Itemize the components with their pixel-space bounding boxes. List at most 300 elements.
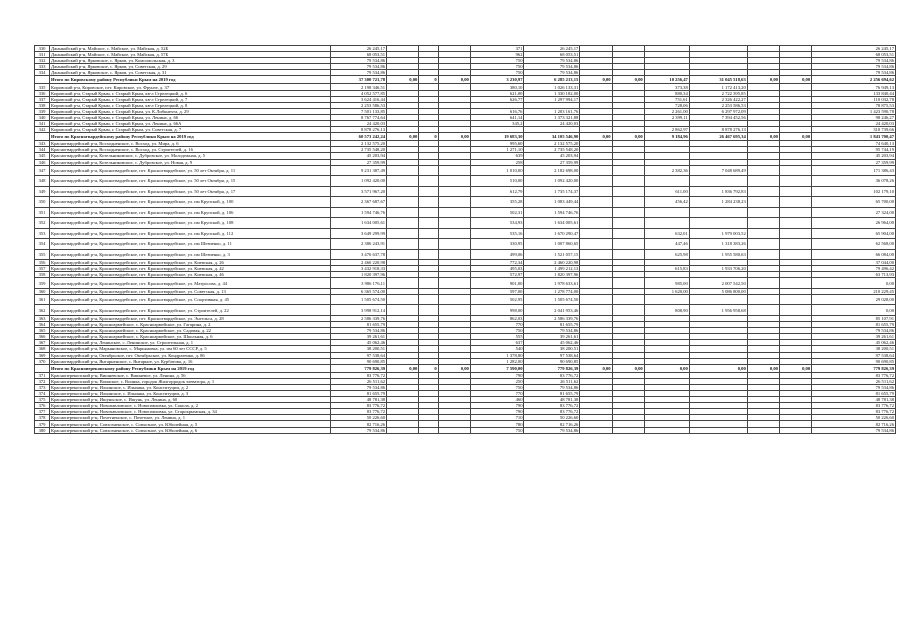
value-cell: 770 <box>470 391 524 397</box>
value-cell: 6 285 213,15 <box>524 76 580 84</box>
value-cell: 2 007 542,50 <box>689 278 747 289</box>
address-cell: Красноперекопский р-н, Ильинское, с. Ильинка, ул. Конституции, д. 2 <box>50 384 331 390</box>
value-cell: 83 776,72 <box>524 372 580 378</box>
value-cell: 9 184,96 <box>644 133 689 141</box>
value-cell: 39 261,61 <box>524 334 580 340</box>
value-cell <box>689 207 747 218</box>
value-cell: 790 <box>470 372 524 378</box>
value-cell: 639 <box>470 153 524 159</box>
value-cell: 38 200,51 <box>331 346 387 352</box>
value-cell: 612,79 <box>470 186 524 197</box>
row-number-cell: 378 <box>35 415 50 421</box>
value-cell: 1 092 420,00 <box>331 176 387 187</box>
value-cell <box>580 427 612 433</box>
value-cell: 2 399,11 <box>644 114 689 120</box>
value-cell: 81 655,79 <box>524 322 580 328</box>
value-cell: 95 744,19 <box>812 147 896 153</box>
program-table <box>34 45 896 434</box>
value-cell <box>438 197 470 208</box>
value-cell: 81 655,79 <box>812 391 896 397</box>
address-cell: Красногвардейский р-н, Красноармейское, с. Красноармейское, ул. Гагарина, д. 2 <box>50 322 331 328</box>
row-number-cell: 369 <box>35 352 50 358</box>
value-cell <box>580 218 612 229</box>
row-number-cell <box>35 76 50 84</box>
row-number-cell: 342 <box>35 127 50 133</box>
address-cell: Красногвардейский р-н, Октябрьское, пгт. Октябрьское, ул. Кондратенко, д. 86 <box>50 352 331 358</box>
value-cell <box>387 228 419 239</box>
value-cell <box>689 427 747 433</box>
value-cell: 572,97 <box>470 272 524 278</box>
value-cell <box>779 278 811 289</box>
value-cell: 171 386,43 <box>812 165 896 176</box>
row-number-cell: 341 <box>35 121 50 127</box>
value-cell <box>747 176 779 187</box>
value-cell <box>612 197 644 208</box>
value-cell: 133 840,44 <box>812 90 896 96</box>
value-cell: 3 571 967,20 <box>331 186 387 197</box>
value-cell <box>438 427 470 433</box>
value-cell: 62 568,00 <box>812 239 896 250</box>
value-cell: 0,00 <box>612 364 644 372</box>
value-cell <box>419 176 438 187</box>
value-cell: 1 330 182,00 <box>524 90 580 96</box>
value-cell: 2 386 243,91 <box>331 239 387 250</box>
value-cell: 371 <box>470 46 524 52</box>
value-cell: 26 245,17 <box>524 46 580 52</box>
value-cell: 48 781,38 <box>812 397 896 403</box>
value-cell: 3 230,97 <box>470 76 524 84</box>
value-cell: 60 573 242,24 <box>331 133 387 141</box>
address-cell: Кировский р-н, Старый Крым, г. Старый Крым, ул. К.Либкнехта, д. 29 <box>50 108 331 114</box>
value-cell <box>387 207 419 218</box>
value-cell: 27 359,99 <box>331 159 387 165</box>
value-cell <box>779 186 811 197</box>
table-row <box>35 218 896 229</box>
row-number-cell: 373 <box>35 384 50 390</box>
value-cell: 2 198 346,51 <box>331 84 387 90</box>
value-cell <box>747 249 779 260</box>
value-cell: 5 086 800,00 <box>689 288 747 294</box>
address-cell: Красногвардейский р-н, Котельниковское, с. Дубровское, ул. Новая, д. 9 <box>50 159 331 165</box>
address-cell: Красногвардейский р-н, Красноармейское, с. Красноармейское, ул. Школьная, д. 6 <box>50 334 331 340</box>
value-cell: 79 534,86 <box>812 70 896 76</box>
value-cell: 24 420,03 <box>812 121 896 127</box>
value-cell: 779 826,39 <box>331 364 387 372</box>
value-cell: 790 <box>470 409 524 415</box>
address-cell: Красногвардейский р-н, Красногвардейское, пгт. Красногвардейское, ул. им Шевченко, д. 11 <box>50 239 331 250</box>
value-cell <box>419 197 438 208</box>
value-cell: 90 690,85 <box>331 358 387 364</box>
value-cell: 26 511,62 <box>812 378 896 384</box>
address-cell: Красногвардейский р-н, Красногвардейское, пгт. Красногвардейское, ул. 50 лет Октября, д. 11 <box>50 165 331 176</box>
value-cell: 45 062,46 <box>331 340 387 346</box>
value-cell <box>419 165 438 176</box>
value-cell <box>612 427 644 433</box>
value-cell <box>387 165 419 176</box>
value-cell: 1 172 413,20 <box>689 84 747 90</box>
row-number-cell: 339 <box>35 108 50 114</box>
value-cell: 534,93 <box>470 218 524 229</box>
row-number-cell: 359 <box>35 278 50 289</box>
row-number-cell: 365 <box>35 328 50 334</box>
value-cell: 6 365 574,00 <box>331 288 387 294</box>
value-cell: 65 904,00 <box>812 228 896 239</box>
value-cell: 2 367 687,67 <box>331 197 387 208</box>
value-cell: 0,00 <box>779 364 811 372</box>
value-cell: 110 032,78 <box>812 96 896 102</box>
row-number-cell: 345 <box>35 153 50 159</box>
table-row <box>35 197 896 208</box>
value-cell <box>438 228 470 239</box>
value-cell: 1 735 174,37 <box>524 186 580 197</box>
value-cell: 0,00 <box>689 364 747 372</box>
table-row <box>35 228 896 239</box>
value-cell: 79 496,42 <box>812 266 896 272</box>
value-cell: 76 949,13 <box>812 84 896 90</box>
value-cell: 625,98 <box>644 249 689 260</box>
value-cell: 2 261,00 <box>644 108 689 114</box>
value-cell: 250 <box>470 378 524 384</box>
value-cell: 632,01 <box>644 228 689 239</box>
value-cell: 3 998 912,14 <box>331 305 387 316</box>
value-cell: 83 776,72 <box>812 372 896 378</box>
value-cell: 880,34 <box>644 90 689 96</box>
value-cell <box>612 207 644 218</box>
value-cell: 8 878 276,13 <box>689 127 747 133</box>
value-cell: 641,14 <box>470 114 524 120</box>
address-cell: Джанкойский р-н, Ярковское, с. Ярков, ул. Комсомольская, д. 3 <box>50 58 331 64</box>
value-cell: 750 <box>470 70 524 76</box>
value-cell: 79 534,86 <box>524 58 580 64</box>
value-cell <box>612 294 644 305</box>
value-cell: 0,00 <box>747 364 779 372</box>
value-cell: 3 624 416,44 <box>331 96 387 102</box>
value-cell: 34 105 546,90 <box>524 133 580 141</box>
value-cell: 83 776,72 <box>812 403 896 409</box>
value-cell <box>419 305 438 316</box>
value-cell: 45 062,46 <box>524 340 580 346</box>
value-cell <box>747 197 779 208</box>
value-cell: 79 534,86 <box>331 58 387 64</box>
row-number-cell: 344 <box>35 147 50 153</box>
value-cell <box>612 186 644 197</box>
value-cell <box>779 176 811 187</box>
subtotal-row <box>35 76 896 84</box>
value-cell <box>419 228 438 239</box>
value-cell: 770 <box>470 322 524 328</box>
value-cell: 85 107,91 <box>812 315 896 321</box>
value-cell <box>438 249 470 260</box>
value-cell: 790 <box>470 403 524 409</box>
row-number-cell: 349 <box>35 186 50 197</box>
value-cell <box>747 427 779 433</box>
subtotal-row <box>35 133 896 141</box>
value-cell: 0 <box>419 133 438 141</box>
row-number-cell: 357 <box>35 266 50 272</box>
table-row <box>35 294 896 305</box>
value-cell: 2 253 586,53 <box>689 102 747 108</box>
value-cell: 2 862,97 <box>644 127 689 133</box>
value-cell: 26 964,00 <box>812 218 896 229</box>
value-cell <box>747 294 779 305</box>
value-cell: 3 649 299,99 <box>331 228 387 239</box>
value-cell: 45 062,46 <box>812 340 896 346</box>
value-cell: 616,76 <box>470 108 524 114</box>
address-cell: Красногвардейский р-н, Янтарненское, с. Янтарное, ул. Курбатова, д. 16 <box>50 358 331 364</box>
value-cell: 0,00 <box>812 278 896 289</box>
row-number-cell: 360 <box>35 288 50 294</box>
value-cell: 8 767 774,64 <box>331 114 387 120</box>
row-number-cell: 352 <box>35 218 50 229</box>
address-cell: Красногвардейский р-н, Красноармейское, с. Красноармейское, ул. Садовая, д. 22 <box>50 328 331 334</box>
value-cell: 37 044,00 <box>812 260 896 266</box>
value-cell: 862,03 <box>470 315 524 321</box>
address-cell: Красноперекопский р-н, Новопавловское, с. Новопавловка, ул. Старокрымская, д. 34 <box>50 409 331 415</box>
row-number-cell: 336 <box>35 90 50 96</box>
address-cell: Джанкойский р-н, Ярковское, с. Ярков, ул. Советская, д. 31 <box>50 70 331 76</box>
value-cell: 210 229,45 <box>812 288 896 294</box>
row-number-cell: 358 <box>35 272 50 278</box>
value-cell <box>387 186 419 197</box>
value-cell: 2 132 575,20 <box>331 141 387 147</box>
value-cell: 1 373 321,88 <box>524 114 580 120</box>
table-row <box>35 305 896 316</box>
value-cell: 2 586 339,76 <box>524 315 580 321</box>
value-cell: 50 226,60 <box>524 415 580 421</box>
table-row <box>35 207 896 218</box>
row-number-cell: 374 <box>35 391 50 397</box>
value-cell: 39 261,61 <box>331 334 387 340</box>
value-cell <box>580 305 612 316</box>
address-cell: Джанкойский р-н, Ярковское, с. Ярков, ул. Советская, д. 29 <box>50 64 331 70</box>
value-cell: 81 655,79 <box>524 391 580 397</box>
value-cell: 750 <box>470 427 524 433</box>
value-cell <box>419 427 438 433</box>
value-cell <box>747 218 779 229</box>
value-cell <box>779 165 811 176</box>
value-cell: 81 655,79 <box>812 322 896 328</box>
row-number-cell: 347 <box>35 165 50 176</box>
value-cell <box>419 218 438 229</box>
value-cell: 1 505 674,50 <box>331 294 387 305</box>
value-cell: 63 713,93 <box>812 272 896 278</box>
value-cell <box>387 278 419 289</box>
value-cell: 4 052 577,85 <box>331 90 387 96</box>
value-cell: 345,2 <box>470 121 524 127</box>
address-cell: Красногвардейский р-н, Красногвардейское, пгт. Красногвардейское, ул. им Крупской, д. 106 <box>50 207 331 218</box>
value-cell: 0,00 <box>612 133 644 141</box>
address-cell: Красноперекопский р-н, Ильинское, с. Ильинка, ул. Конституции, д. 3 <box>50 391 331 397</box>
table-row <box>35 278 896 289</box>
row-number-cell: 362 <box>35 305 50 316</box>
address-cell: Красногвардейский р-н, Красногвардейское, пгт. Красногвардейское, ул. им Крупской, д. 112 <box>50 228 331 239</box>
value-cell <box>580 239 612 250</box>
value-cell <box>419 278 438 289</box>
value-cell: 37 300 721,78 <box>331 76 387 84</box>
value-cell <box>438 239 470 250</box>
value-cell <box>419 186 438 197</box>
value-cell: 7 590,00 <box>470 364 524 372</box>
row-number-cell: 372 <box>35 378 50 384</box>
value-cell: 97 538,64 <box>524 352 580 358</box>
value-cell: 29 028,00 <box>812 294 896 305</box>
value-cell: 355,28 <box>470 197 524 208</box>
value-cell <box>419 294 438 305</box>
table-row <box>35 176 896 187</box>
value-cell: 1 843 700,47 <box>812 133 896 141</box>
value-cell: 82 716,26 <box>524 421 580 427</box>
value-cell: 0,00 <box>779 76 811 84</box>
value-cell <box>387 249 419 260</box>
row-number-cell: 351 <box>35 207 50 218</box>
value-cell: 1 010,00 <box>470 165 524 176</box>
subtotal-row <box>35 364 896 372</box>
table-body <box>35 46 896 434</box>
value-cell: 626,77 <box>470 96 524 102</box>
address-cell: Кировский р-н, Старый Крым, г. Старый Крым, кв-л Стрелецкий, д. 6 <box>50 90 331 96</box>
value-cell: 772,34 <box>470 260 524 266</box>
value-cell: 2 382,36 <box>644 165 689 176</box>
address-cell: Красногвардейский р-н, Красногвардейское, пгт. Красногвардейское, ул. 50 лет Октября, д. 17 <box>50 186 331 197</box>
value-cell: 8 878 276,13 <box>331 127 387 133</box>
value-cell: 1 083 449,44 <box>524 197 580 208</box>
table-row <box>35 427 896 433</box>
value-cell: 79 534,86 <box>331 427 387 433</box>
value-cell <box>747 186 779 197</box>
row-number-cell: 370 <box>35 358 50 364</box>
value-cell: 1 670 290,47 <box>524 228 580 239</box>
value-cell <box>779 305 811 316</box>
value-cell: 0,00 <box>438 133 470 141</box>
address-cell: Джанкойский р-н, Майское, с. Майское, ул. Майская, д. 57Б <box>50 52 331 58</box>
value-cell: 615,83 <box>644 266 689 272</box>
value-cell: 9 231 387,49 <box>331 165 387 176</box>
value-cell: 2 041 953,46 <box>524 305 580 316</box>
value-cell: 24 420,03 <box>524 121 580 127</box>
address-cell: Итого по Красноперекопскому району Республики Крым на 2019 год <box>50 364 331 372</box>
value-cell: 78 875,53 <box>812 102 896 108</box>
value-cell <box>438 294 470 305</box>
value-cell: 27 324,00 <box>812 207 896 218</box>
value-cell: 1 007 860,65 <box>524 239 580 250</box>
value-cell: 380,10 <box>470 84 524 90</box>
row-number-cell: 340 <box>35 114 50 120</box>
value-cell: 97 538,64 <box>812 352 896 358</box>
table-row <box>35 186 896 197</box>
value-cell: 779 826,39 <box>524 364 580 372</box>
value-cell: 1 594 746,76 <box>524 207 580 218</box>
value-cell: 36 078,26 <box>812 176 896 187</box>
value-cell: 1 836 792,83 <box>689 186 747 197</box>
value-cell: 728,06 <box>644 102 689 108</box>
address-cell: Красногвардейский р-н, Ленинское, с. Ленинское, ул. Строительная, д. 1 <box>50 340 331 346</box>
value-cell: 81 655,79 <box>331 322 387 328</box>
value-cell: 39 261,61 <box>812 334 896 340</box>
value-cell: 555 <box>470 334 524 340</box>
value-cell: 79 534,86 <box>812 64 896 70</box>
address-cell: Кировский р-н, Старый Крым, г. Старый Крым, ул. Ленина, д. 66 <box>50 114 331 120</box>
value-cell: 3 476 637,78 <box>331 249 387 260</box>
value-cell <box>612 278 644 289</box>
value-cell: 0,00 <box>438 364 470 372</box>
value-cell: 597,00 <box>470 288 524 294</box>
address-cell: Кировский р-н, Старый Крым, г. Старый Крым, кв-л Стрелецкий, д. 7 <box>50 96 331 102</box>
value-cell: 1 594 746,76 <box>331 207 387 218</box>
value-cell <box>612 228 644 239</box>
address-cell: Красногвардейский р-н, Красногвардейское, пгт. Красногвардейское, ул. 50 лет Октября, д. 15 <box>50 176 331 187</box>
row-number-cell: 337 <box>35 96 50 102</box>
value-cell: 2 182 698,00 <box>524 165 580 176</box>
value-cell: 0,00 <box>387 76 419 84</box>
address-cell: Красногвардейский р-н, Красногвардейское, пгт. Красногвардейское, ул. Спортивная, д. 45 <box>50 294 331 305</box>
row-number-cell: 371 <box>35 372 50 378</box>
value-cell: 50 226,60 <box>812 415 896 421</box>
value-cell: 330,95 <box>470 239 524 250</box>
value-cell: 998,00 <box>470 305 524 316</box>
value-cell: 82 716,26 <box>812 421 896 427</box>
address-cell: Красногвардейский р-н, Красногвардейское, пгт. Красногвардейское, ул. Советская, д. 13 <box>50 288 331 294</box>
address-cell: Красноперекопский р-н, Новопавловское, с. Новопавловка, ул. Сокола, д. 2 <box>50 403 331 409</box>
value-cell <box>580 249 612 260</box>
row-number-cell: 348 <box>35 176 50 187</box>
row-number-cell: 353 <box>35 228 50 239</box>
row-number-cell: 366 <box>35 334 50 340</box>
address-cell: Красноперекопский р-н, Совхозненское, с. Совхозное, ул. Юбилейная, д. 6 <box>50 427 331 433</box>
value-cell <box>580 176 612 187</box>
value-cell: 79 534,86 <box>812 427 896 433</box>
value-cell: 31 045 518,63 <box>689 76 747 84</box>
value-cell <box>612 239 644 250</box>
value-cell: 38 200,51 <box>812 346 896 352</box>
value-cell <box>779 197 811 208</box>
value-cell: 90 690,85 <box>812 358 896 364</box>
value-cell: 0,00 <box>387 133 419 141</box>
value-cell: 48 781,38 <box>524 397 580 403</box>
value-cell: 0,00 <box>812 305 896 316</box>
value-cell <box>689 218 747 229</box>
value-cell: 82 716,26 <box>331 421 387 427</box>
value-cell <box>387 197 419 208</box>
value-cell <box>644 207 689 218</box>
value-cell: 27 359,99 <box>812 159 896 165</box>
value-cell <box>419 249 438 260</box>
value-cell: 1 284 238,23 <box>689 197 747 208</box>
address-cell: Кировский р-н, Старый Крым, г. Старый Крым, ул. Ленина, д. 66А <box>50 121 331 127</box>
value-cell: 502,95 <box>470 294 524 305</box>
value-cell: 0 <box>419 76 438 84</box>
value-cell: 27 359,99 <box>524 159 580 165</box>
value-cell <box>438 165 470 176</box>
value-cell <box>612 249 644 260</box>
value-cell: 258 <box>470 159 524 165</box>
value-cell: 1 318 383,26 <box>689 239 747 250</box>
value-cell <box>419 239 438 250</box>
row-number-cell: 367 <box>35 340 50 346</box>
value-cell: 79 534,86 <box>812 58 896 64</box>
value-cell: 83 776,72 <box>524 403 580 409</box>
value-cell: 1 423 590,78 <box>812 108 896 114</box>
value-cell: 1 979 003,52 <box>689 228 747 239</box>
value-cell: 0,00 <box>580 133 612 141</box>
value-cell: 535,16 <box>470 228 524 239</box>
value-cell: 0,00 <box>438 76 470 84</box>
value-cell: 495,03 <box>470 266 524 272</box>
value-cell: 2 722 395,85 <box>689 90 747 96</box>
value-cell: 79 534,86 <box>524 70 580 76</box>
row-number-cell: 376 <box>35 403 50 409</box>
value-cell <box>747 207 779 218</box>
address-cell: Красноперекопский р-н, Ишуньское, с. Ишунь, ул. Ленина, д. 60 <box>50 397 331 403</box>
